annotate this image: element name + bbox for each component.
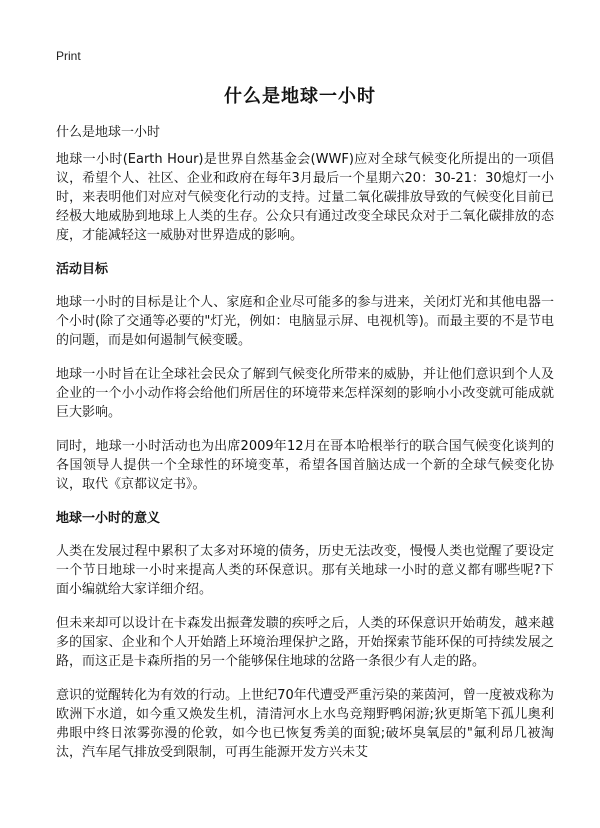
article-body (56, 150, 554, 777)
page-subtitle: 什么是地球一小时 (56, 125, 161, 140)
section-heading-goals: 活动目标 (56, 262, 109, 277)
section-heading-significance: 地球一小时的意义 (56, 511, 161, 526)
goals-paragraph-2: 地球一小时旨在让全球社会民众了解到气候变化所带来的威胁，并让他们意识到个人及企业的一个小小动作将会给他们所居住的环境带来怎样深刻的影响小小改变就可能成就巨大影响。 (56, 367, 554, 420)
significance-paragraph-3: 意识的觉醒转化为有效的行动。上世纪70年代遭受严重污染的莱茵河，曾一度被戏称为欧洲下水道，如今重又焕发生机，清清河水上水鸟竞翔野鸭闲游;狄更斯笔下孤儿奥利弗眼中终日浓雾弥漫的伦敦，如今也已恢复秀美的面貌;破坏臭氧层的"氟利昂几被淘汰，汽车尾气排放受到限制，可再生能源开发方兴未艾 (56, 688, 554, 760)
significance-paragraph-2: 但未来却可以设计在卡森发出振聋发聩的疾呼之后，人类的环保意识开始萌发，越来越多的国家、企业和个人开始踏上环境治理保护之路，开始探索节能环保的可持续发展之路，而这正是卡森所指的另一个能够保住地球的岔路一条很少有人走的路。 (56, 616, 554, 669)
page-title: 什么是地球一小时 (224, 86, 376, 107)
intro-paragraph: 地球一小时(Earth Hour)是世界自然基金会(WWF)应对全球气候变化所提出的一项倡议，希望个人、社区、企业和政府在每年3月最后一个星期六20：30-21：30熄灯一小时，来表明他们对应对气候变化行动的支持。过量二氧化碳排放导致的气候变化目前已经极大地威胁到地球上人类的生存。公众只有通过改变全球民众对于二氧化碳排放的态度，才能减轻这一威胁对世界造成的影响。 (56, 152, 554, 243)
goals-paragraph-1: 地球一小时的目标是让个人、家庭和企业尽可能多的参与进来，关闭灯光和其他电器一个小时(除了交通等必要的"灯光，例如：电脑显示屏、电视机等)。而最主要的不是节电的问题，而是如何遏制气候变暖。 (56, 295, 554, 348)
significance-paragraph-1: 人类在发展过程中累积了太多对环境的债务，历史无法改变，慢慢人类也觉醒了要设定一个节日地球一小时来提高人类的环保意识。那有关地球一小时的意义都有哪些呢?下面小编就给大家详细介绍。 (56, 544, 554, 597)
goals-paragraph-3: 同时，地球一小时活动也为出席2009年12月在哥本哈根举行的联合国气候变化谈判的各国领导人提供一个全球性的环境变革，希望各国首脑达成一个新的全球气候变化协议，取代《京都议定书》。 (56, 439, 554, 492)
print-link[interactable]: Print (56, 49, 81, 63)
